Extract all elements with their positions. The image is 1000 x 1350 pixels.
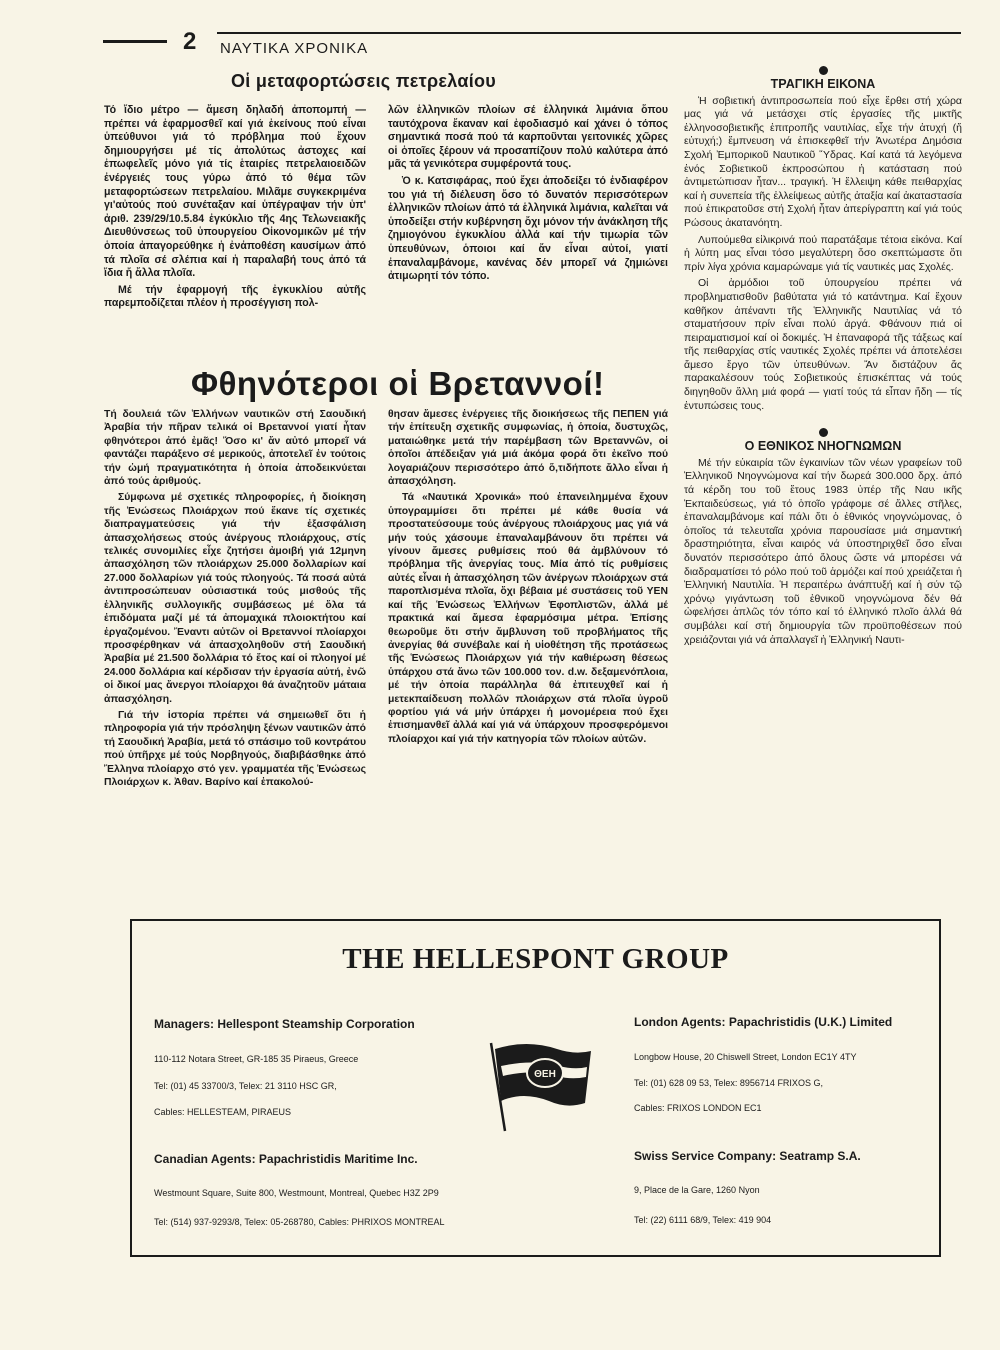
article2-col2-paragraph: θησαν ἄμεσες ἐνέργειες τῆς διοικήσεως τῆς ΠΕΠΕΝ γιά τήν ἐπίτευξη σχετικῆς συμφωνίας, ἡ ὁποία, δυστυχῶς, ματαιώθηκε μετά τήν παρέμβαση τῶν Βρεταννῶν, οἱ ὁποῖοι ἀπέδειξαν γιά μιά ἀκόμα φορά ὅτι ἐκεῖνο πού λογαριάζουν περισσότερο ἀπό ὅ,τιδήποτε ἄλλο εἶναι ἡ ἀπασχόληση. bbox=[388, 409, 668, 488]
article1-col2-paragraph: Ὁ κ. Κατσιφάρας, πού ἔχει ἀποδείξει τό ἐνδιαφέρον του γιά τή διέλευση ὅσο τό δυνατόν περισσότερων ἑλληνικῶν πλοίων ἀπό τά ἑλληνικά λιμάνια, καλεῖται νά ὑποδείξει στήν κυβέρνηση ὄχι μόνον τήν ἀνάκληση τῆς ζημιογόνου ἐγκυκλίου ἀλλά καί τήν τιμωρία τῶν ὑπευθύνων, ὁποιοι καί ἄν εἶναι αὐτοί, γιατί ἐπαναλαμβάνομε, κανένας δέν μπορεῖ νά ζημιώνει ἀτιμωρητί τόν τόπο. bbox=[388, 174, 668, 283]
ad-swiss-address: 9, Place de la Gare, 1260 Nyon bbox=[634, 1185, 760, 1195]
hellespont-advertisement bbox=[130, 919, 941, 1257]
flag-logo-icon bbox=[487, 1039, 597, 1134]
ad-london-cables: Cables: FRIXOS LONDON EC1 bbox=[634, 1103, 762, 1113]
sidebar-section1-paragraph: Λυπούμεθα εἰλικρινά πού παρατάξαμε τέτοια εἰκόνα. Καί ἡ λύπη μας εἶναι τόσο μεγαλύτερη ὅσο σκεπτώμαστε ὅτι πρίν λίγα χρόνια καμαρώναμε γιά τίς ναυτικές μας Σχολές. bbox=[684, 233, 962, 273]
article2-col1-paragraph: Τή δουλειά τῶν Ἑλλήνων ναυτικῶν στή Σαουδική Ἀραβία τήν πῆραν τελικά οἱ Βρεταννοί γιατί ἦταν φθηνότεροι ἀπό ἐμᾶς! Ὅσο κι' ἄν αὐτό μπορεῖ νά φαντάζει παράξενο σέ μερικούς, ἀποτελεῖ ἐν τούτοις τήν ὠμή πραγματικότητα ἡ ὁποία ἀποδεικνύεται ἀπό τούς ἀριθμούς. bbox=[104, 409, 366, 488]
page-number: 2 bbox=[183, 28, 197, 55]
article1-col2-paragraph: λῶν ἑλληνικῶν πλοίων σέ ἑλληνικά λιμάνια ὅπου ταυτόχρονα ἔκαναν καί ἐφοδιασμό καί χάνει ὁ τόπος σημαντικά ποσά πού τά καρποῦνται γειτονικές χῶρες οἱ ὁποῖες ξέρουν νά προσαπίζουν πολύ καλύτερα ἀπό μᾶς τά γενικότερα συμφέροντά τους. bbox=[388, 104, 668, 171]
ad-managers-address: 110-112 Notara Street, GR-185 35 Piraeus, Greece bbox=[154, 1054, 359, 1064]
ad-managers-cables: Cables: HELLESTEAM, PIRAEUS bbox=[154, 1107, 292, 1117]
ad-managers-tel: Tel: (01) 45 33700/3, Telex: 21 3110 HSC GR, bbox=[154, 1081, 337, 1091]
ad-swiss-heading: Swiss Service Company: Seatramp S.A. bbox=[634, 1149, 861, 1163]
article2-column-1 bbox=[104, 408, 366, 792]
bullet-dot-icon bbox=[819, 66, 828, 75]
ad-canada-heading: Canadian Agents: Papachristidis Maritime Inc. bbox=[154, 1152, 418, 1166]
sidebar-section2-title: Ο ΕΘΝΙΚΟΣ ΝΗΟΓΝΩΜΩΝ bbox=[744, 439, 902, 454]
ad-london-tel: Tel: (01) 628 09 53, Telex: 8956714 FRIXOS G, bbox=[634, 1078, 823, 1088]
article1-column-1 bbox=[104, 104, 366, 314]
article2-title: Φθηνότεροι οἱ Βρεταννοί! bbox=[191, 365, 605, 402]
article1-col1-paragraph: Τό ἴδιο μέτρο — ἄμεση δηλαδή ἀποπομπή — πρέπει νά ἐφαρμοσθεῖ καί γιά ἐκείνους πού εἶναι ὑπεύθυνοι γιά τό πρόβλημα πού ἔχουν δημιουργήσει μέ τίς ἀπολύτως ἀστοχες καί ἐπωφελεῖς μόνο γιά τίς ἑταιρίες πετρελαιοειδῶν ἐνέργειές τους γύρω ἀπό τό θέμα τῶν μεταφορτώσεων πετρελαίου. Μιλᾶμε συγκεκριμένα γι'αὐτούς πού συνέταξαν καί ὑπέγραψαν τήν ὑπ' ἀριθ. 239/29/10.5.84 ἐγκύκλιο τῆς 4ης Τελωνειακῆς Διευθύνσεως τοῦ ὑπουργείου Οἰκονομικῶν μέ τήν ὁποία ἀπαγορεύθηκε ἡ ἐνἀποθέση καυσίμων ἀπό τά πλοῖα σέ σλέπια καί ἡ παραλαβή τους ἀπό τά ἴδια ἤ ἄλλα πλοῖα. bbox=[104, 104, 366, 280]
sidebar-section2-paragraph: Μέ τήν εὐκαιρία τῶν ἐγκαινίων τῶν νέων γραφείων τοῦ Ἑλληνικοῦ Νηογνώμονα καί τήν δωρεά 300.000 δρχ. ἀπό τά κέρδη του τοῦ ἔτους 1983 ὑπέρ τῆς Ναυ ικῆς Ἐκπαιδεύσεως, γιά τό ὁποῖο γράφομε σέ ἄλλες στῆλες, ἐπαναλαμβάνομε καί πάλι ὅτι ὁ ἐθνικός νηογνώμονας, ὁ ὁποῖος τά τελευταῖα χρόνια παρουσίασε μιά σημαντική δραστηριότητα, εἶναι καιρός νά ὑποστηριχθεῖ ὅσο εἶναι δυνατόν περισσότερο ἀπό ὅλους ὥστε νά μπορέσει νά διαδραματίσει τό ρόλο πού τοῦ ἁρμόζει καί πού χρειάζεται ἡ Ἑλληνική Ναυτιλία. Ἡ περαιτέρω ἀνάπτυξή καί ἡ σύν τῷ χρόνῳ γιγάντωση τοῦ ἐθνικοῦ νηογνώμονα δέν θά ὠφελήσει ἁπλῶς τόν τόπο καί τό ἑλληνικό πλοῖο ἀλλά θά συμβάλει καί στή δημιουργία τῶν προϋποθέσεων πού χρειάζονται γιά νά ἀπαλλαγεῖ ἡ Ἑλληνική Ναυτι- bbox=[684, 456, 962, 646]
article1-title: Οἱ μεταφορτώσεις πετρελαίου bbox=[231, 71, 497, 91]
sidebar-section1-paragraph: Ἡ σοβιετική ἀντιπροσωπεία πού εἶχε ἔρθει στή χώρα μας γιά νά μετάσχει στίς ἐργασίες τῆς μικτῆς ἑλληνοσοβιετικῆς ἐπιτροπῆς ναυτιλίας, εἶχε τήν ἀτυχή (ἤ εὐτυχή;) ἔμπνευση νά ἐπισκεφθεῖ τήν Ἀνωτέρα Δημόσια Σχολή Ἐμπορικοῦ Ναυτικοῦ Ὕδρας. Καί κατά τά λεγόμενα ἑνός Σοβιετικοῦ ἐκπροσώπου ἡ κατάσταση πού ἀντιμετώπισαν ἦταν... τραγική. Ἡ ἔλλειψη κάθε πειθαρχίας καί ἡ συνεπεία τῆς ἐλλείψεως αὐτῆς ἀταξία καί ἀκαταστασία πού ἐπικρατοῦσε στή Σχολή ἦταν ἀπερίγραπτη καί γιά τούς Ρώσους ἀκατανόητη. bbox=[684, 94, 962, 229]
ad-canada-tel: Tel: (514) 937-9293/8, Telex: 05-268780, Cables: PHRIXOS MONTREAL bbox=[154, 1217, 445, 1227]
ad-title: THE HELLESPONT GROUP bbox=[342, 943, 729, 975]
ad-swiss-tel: Tel: (22) 6111 68/9, Telex: 419 904 bbox=[634, 1215, 772, 1225]
sidebar-section1-title: ΤΡΑΓΙΚΗ ΕΙΚΟΝΑ bbox=[770, 77, 876, 91]
sidebar-column bbox=[684, 66, 962, 650]
article1-column-2 bbox=[388, 104, 668, 287]
ad-london-address: Longbow House, 20 Chiswell Street, London EC1Y 4TY bbox=[634, 1052, 857, 1062]
bullet-dot-icon bbox=[819, 428, 828, 437]
ad-managers-heading: Managers: Hellespont Steamship Corporation bbox=[154, 1017, 415, 1031]
flag-logo-text: ΘΕΗ bbox=[534, 1069, 556, 1080]
publication-name: ΝΑΥΤΙΚΑ ΧΡΟΝΙΚΑ bbox=[220, 40, 369, 57]
ad-london-heading: London Agents: Papachristidis (U.K.) Limited bbox=[634, 1015, 893, 1029]
header-rule-left bbox=[103, 40, 167, 43]
article2-col2-paragraph: Τά «Ναυτικά Χρονικά» πού ἐπανειλημμένα ἔχουν ὑπογραμμίσει ὅτι πρέπει μέ κάθε θυσία νά προστατεύσουμε τούς ἀνέργους πλοιάρχους μας γιά νά μήν τούς χάσουμε ἐπαναλαμβάνουν ὅτι πρέπει νά γίνουν ἄμεσες ρυθμίσεις πού θά ἀμβλύνουν τό πρόβλημα τῆς ἀνεργίας τους. Μία ἀπό τίς ρυθμίσεις αὐτές εἶναι ἡ ἀπασχόληση τῶν ἀνέργων πλοιάρχων στά παροπλισμένα πλοῖα, ὄχι βέβαια μέ συστάσεις τοῦ ΥΕΝ καί τῆς Ἑνώσεως Ἑλλήνων Ἐφοπλιστῶν, ἀλλά μέ πρακτικά καί ἄμεσα ἐφαρμόσιμα μέτρα. Ἐπίσης θεωροῦμε ὅτι στήν ἄμβλυνση τοῦ προβλήματος τῆς ἀνεργίας θά συνέβαλε καί ἡ υἱοθέτηση τῆς προτάσεως τῆς Ἑνώσεως Πλοιάρχων γιά τήν καθιέρωση θέσεως ὑπάρχου στά ἄνω τῶν 100.000 τον. d.w. δεξαμενόπλοια, μέ τήν ὁποία παράλληλα θά ἐπιτευχθεῖ καί ἡ μετεκπαίδευση πολλῶν πλοιάρχων στά πλοῖα ὑγροῦ φορτίου γιά νά μήν ὑπάρχει ἡ μονομέρεια πού ἔχει ἐπισημανθεῖ ἀλλά καί γιά νά ὑπάρχουν προσφερόμενοι πλοίαρχοι καί γιά τήν κατηγορία τῶν πλοίων αὐτῶν. bbox=[388, 492, 668, 745]
article2-column-2 bbox=[388, 408, 668, 749]
article2-col1-paragraph: Σύμφωνα μέ σχετικές πληροφορίες, ἡ διοίκηση τῆς Ἑνώσεως Πλοιάρχων πού ἔκανε τίς σχετικές διαπραγματεύσεις γιά τήν ἐξασφάλιση ἀπασχολήσεως στούς ἀνέργους πλοιάρχους, στίς τελικές συνομιλίες εἶχε ζητήσει ἀμοιβή γιά 12μηνη ἀπασχόληση τῶν πλοιάρχων 25.000 δολλαρίων καί 27.000 δολλαρίων γιά τούς πλοηγούς. Τά ποσά αὐτά ἀντιπροσώπευαν οὐσιαστικά τούς μισθούς τῆς ἑλληνικῆς συλλογικῆς συμβάσεως μέ ὅλα τά ἐπιδόματα μαζί μέ τά ἀπομαχικά πλοιοκτήτου καί ἐργαζομένου. Ἔναντι αὐτῶν οἱ Βρεταννοί πλοίαρχοι προσφέρθηκαν νά ἀπασχοληθοῦν στή Σαουδική Ἀραβία μέ 21.500 δολλάρια τό ἔτος καί οἱ πλοηγοί μέ 24.000 δολλάρια καί κέρδισαν τήν ἐργασία αὐτή, ἐνῶ οἱ δικοί μας ἄνεργοι πλοίαρχοι θά ἀναζητοῦν μάταια ἀπασχόληση. bbox=[104, 492, 366, 705]
sidebar-section1-paragraph: Οἱ ἁρμόδιοι τοῦ ὑπουργείου πρέπει νά προβληματισθοῦν βαθύτατα γιά τό κατάντημα. Καί ἔχουν καθῆκον ἀπέναντι τῆς Ἑλληνικῆς Ναυτιλίας νά τό σταματήσουν πρίν εἶναι πολύ ἀργά. Φθάνουν πιά οἱ πειραματισμοί καί οἱ δοκιμές. Ἡ ἐπαναφορά τῆς τάξεως καί τῆς πειθαρχίας στίς ναυτικές Σχολές πρέπει νά ἀποτελέσει ἄμεσο ἔργο τῶν ὑπευθύνων. Ἄν διστάζουν ἄς παρακαλέσουν τούς Σοβιετικούς ἐπισκέπτας νά τούς διηγηθοῦν ἄλλη μιά φορά — γιατί τούς τά εἶπαν ἤδη — τίς ἐντυπώσεις τους. bbox=[684, 277, 962, 412]
article2-col1-paragraph: Γιά τήν ἱστορία πρέπει νά σημειωθεῖ ὅτι ἡ πληροφορία γιά τήν πρόσληψη ξένων ναυτικῶν ἀπό τή Σαουδική Ἀραβία, μετά τό σπάσιμο τοῦ κοντράτου πού ὑπῆρχε μέ τούς Νορβηγούς, διαβιβάσθηκε ἀπό Ἕλληνα πλοίαρχο στό γεν. γραμματέα τῆς Ἑνώσεως Πλοιάρχων κ. Ἀθαν. Βαρίνο καί ἐπακολού- bbox=[104, 709, 366, 788]
ad-canada-address: Westmount Square, Suite 800, Westmount, Montreal, Quebec H3Z 2P9 bbox=[154, 1188, 439, 1198]
article1-col1-paragraph: Μέ τήν ἐφαρμογή τῆς ἐγκυκλίου αὐτῆς παρεμποδίζεται πλέον ἡ προσέγγιση πολ- bbox=[104, 283, 366, 310]
header-rule-right bbox=[217, 32, 961, 34]
